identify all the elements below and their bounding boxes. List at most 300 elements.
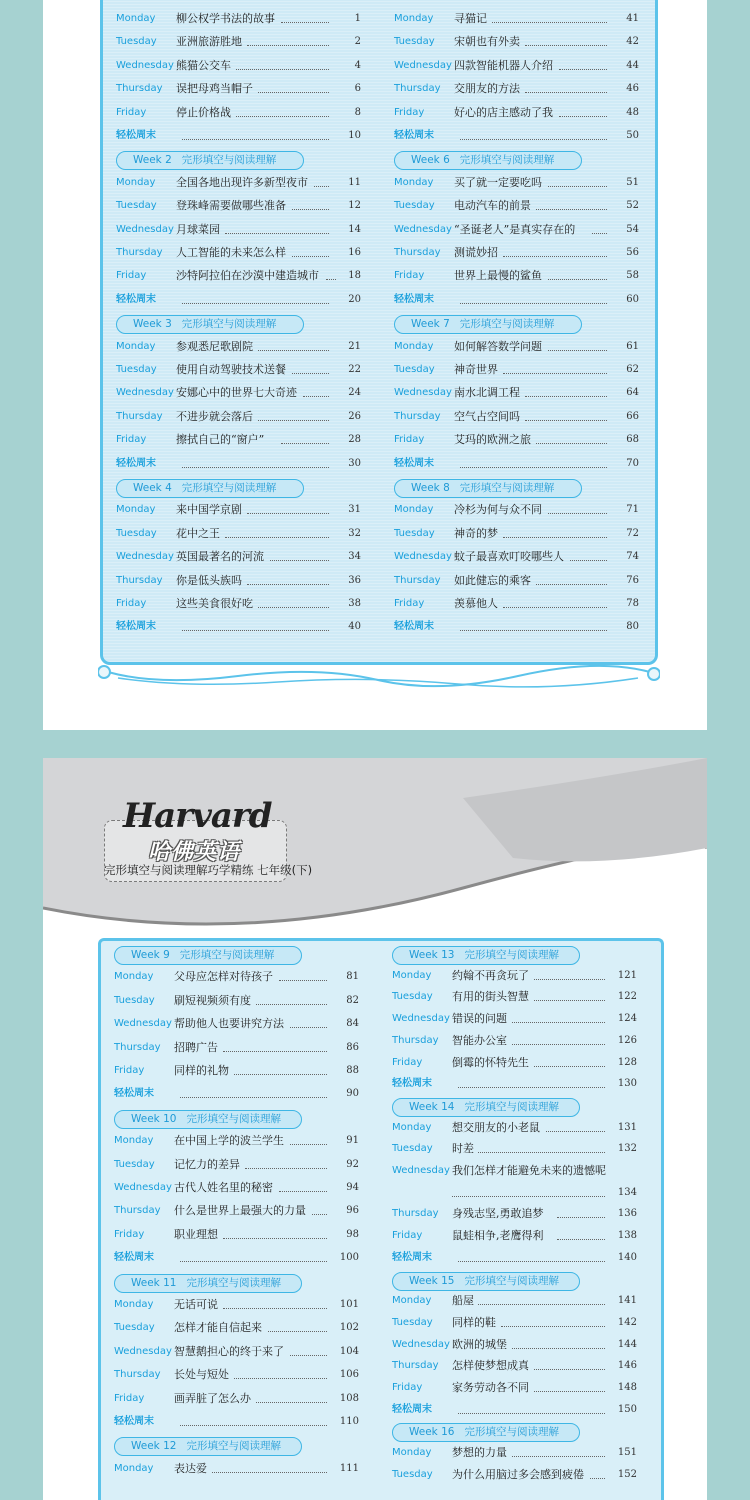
toc-entry[interactable] <box>116 290 361 310</box>
entry-day: Monday <box>114 1299 154 1310</box>
entry-title: 在中国上学的波兰学生 <box>174 1134 284 1148</box>
entry-title: 神奇世界 <box>454 363 498 376</box>
entry-day: Tuesday <box>116 36 157 48</box>
page-number: 2 <box>354 36 361 48</box>
leader-dots <box>303 396 329 397</box>
entry-day: Monday <box>116 340 156 352</box>
toc-entry[interactable] <box>394 547 639 567</box>
entry-title: 招聘广告 <box>174 1040 218 1054</box>
week-number: Week 8 <box>411 482 450 494</box>
entry-title: 空气占空间吗 <box>454 409 520 423</box>
leader-dots <box>281 22 329 23</box>
entry-day: Monday <box>116 176 156 188</box>
toc-entry[interactable] <box>392 1118 637 1138</box>
leader-dots <box>182 467 329 468</box>
toc-entry[interactable] <box>394 360 639 380</box>
week-header <box>116 315 304 334</box>
toc-entry[interactable] <box>392 1226 637 1246</box>
entry-day: Monday <box>392 969 432 981</box>
week-label: 完形填空与阅读理解 <box>186 1112 281 1125</box>
entry-day: Friday <box>116 598 147 609</box>
toc-entry[interactable] <box>394 500 639 520</box>
page-number: 106 <box>339 1369 359 1381</box>
entry-day: Friday <box>116 270 147 282</box>
entry-day: Friday <box>116 434 147 446</box>
entry-day: Tuesday <box>114 1158 155 1170</box>
entry-title: 同样的礼物 <box>174 1064 229 1077</box>
page-number: 150 <box>617 1403 637 1415</box>
page-number: 144 <box>617 1338 637 1350</box>
entry-day: 轻松周末 <box>392 1251 432 1263</box>
leader-dots <box>258 92 329 93</box>
page-number: 134 <box>617 1186 637 1198</box>
page-number: 80 <box>626 621 639 633</box>
toc-entry[interactable] <box>394 407 639 427</box>
leader-dots <box>180 1097 327 1098</box>
toc-entry[interactable] <box>114 1459 359 1479</box>
entry-day: Tuesday <box>392 1143 433 1155</box>
toc-entry[interactable] <box>394 103 639 123</box>
week-label: 完形填空与阅读理解 <box>181 154 277 167</box>
leader-dots <box>536 443 607 444</box>
page-number: 90 <box>346 1088 359 1100</box>
toc-entry[interactable] <box>114 1412 359 1432</box>
toc-entry[interactable] <box>116 594 361 614</box>
leader-dots <box>559 69 607 70</box>
entry-day: Wednesday <box>394 387 452 399</box>
week-label: 完形填空与阅读理解 <box>464 1426 559 1439</box>
entry-day: Tuesday <box>116 527 157 539</box>
leader-dots <box>292 256 329 257</box>
toc-entry[interactable] <box>114 1225 359 1245</box>
entry-day: 轻松周末 <box>116 130 156 141</box>
entry-title: 电动汽车的前景 <box>454 199 531 213</box>
entry-day: Wednesday <box>392 1338 450 1350</box>
toc-entry[interactable] <box>116 500 361 520</box>
page-number: 6 <box>354 83 361 95</box>
entry-day: Thursday <box>116 247 163 258</box>
entry-day: 轻松周末 <box>116 621 156 633</box>
leader-dots <box>534 1369 605 1370</box>
entry-title: 长处与短处 <box>174 1368 229 1382</box>
entry-title: 花中之王 <box>176 526 220 540</box>
toc-entry[interactable] <box>394 290 639 310</box>
week-label: 完形填空与阅读理解 <box>179 949 275 961</box>
leader-dots <box>279 1191 327 1192</box>
entry-day: Monday <box>394 13 434 24</box>
entry-day: Monday <box>394 340 434 352</box>
entry-title: 约翰不再贪玩了 <box>452 968 529 982</box>
leader-dots <box>460 630 607 631</box>
page-number: 122 <box>617 991 637 1003</box>
leader-dots <box>258 350 329 351</box>
page-number: 66 <box>626 410 639 422</box>
toc-entry[interactable] <box>392 1356 637 1376</box>
toc-entry[interactable] <box>392 1204 637 1224</box>
page-number: 60 <box>626 293 639 305</box>
leader-dots <box>525 396 607 397</box>
toc-entry[interactable] <box>114 1131 359 1151</box>
entry-day: Monday <box>114 1135 154 1147</box>
page-number: 71 <box>626 504 639 516</box>
entry-title: 帮助他人也要讲究方法 <box>174 1017 284 1031</box>
toc-entry[interactable] <box>116 173 361 193</box>
leader-dots <box>292 209 329 210</box>
entry-title: 柳公权学书法的故事 <box>176 12 275 25</box>
entry-day: Thursday <box>392 1360 439 1372</box>
leader-dots <box>503 373 607 374</box>
leader-dots <box>512 1348 605 1349</box>
entry-day: Wednesday <box>394 551 452 563</box>
entry-title: 你是低头族吗 <box>176 573 242 587</box>
entry-day: Wednesday <box>114 1182 172 1193</box>
toc-entry[interactable] <box>114 1365 359 1385</box>
entry-day: 轻松周末 <box>116 457 156 469</box>
week-header <box>392 1423 580 1442</box>
entry-day: Friday <box>114 1228 145 1240</box>
leader-dots <box>452 1196 605 1197</box>
toc-entry[interactable] <box>392 1400 637 1420</box>
leader-dots <box>557 1239 605 1240</box>
toc-entry[interactable] <box>114 1178 359 1198</box>
entry-day: Tuesday <box>114 994 155 1006</box>
toc-entry[interactable] <box>116 360 361 380</box>
toc-entry[interactable] <box>392 1443 637 1463</box>
leader-dots <box>548 279 607 280</box>
entry-day: Friday <box>114 1392 145 1404</box>
toc-entry[interactable] <box>114 1038 359 1058</box>
leader-dots <box>180 1425 327 1426</box>
toc-entry[interactable] <box>116 337 361 357</box>
entry-title: 艾玛的欧洲之旅 <box>454 433 531 447</box>
page-number: 131 <box>617 1121 637 1133</box>
leader-dots <box>225 233 329 234</box>
entry-day: Tuesday <box>114 1322 155 1334</box>
leader-dots <box>256 1004 327 1005</box>
page-number: 72 <box>626 527 639 539</box>
page-number: 132 <box>617 1143 637 1155</box>
toc-entry[interactable] <box>116 407 361 427</box>
toc-entry[interactable] <box>394 56 639 76</box>
toc-entry[interactable] <box>116 266 361 286</box>
leader-dots <box>290 1027 327 1028</box>
entry-day: Thursday <box>114 1041 161 1053</box>
entry-day: Thursday <box>116 410 163 422</box>
page-number: 62 <box>626 364 639 375</box>
toc-entry[interactable] <box>114 1061 359 1081</box>
leader-dots <box>557 1217 605 1218</box>
toc-entry[interactable] <box>394 337 639 357</box>
leader-dots <box>478 1152 605 1153</box>
toc-entry[interactable] <box>116 571 361 591</box>
entry-day: Wednesday <box>392 1165 450 1176</box>
leader-dots <box>223 1238 327 1239</box>
toc-entry[interactable] <box>394 9 639 29</box>
page-number: 22 <box>348 364 361 375</box>
page-number: 111 <box>339 1462 359 1474</box>
leader-dots <box>536 584 607 585</box>
toc-entry[interactable] <box>114 1248 359 1268</box>
toc-entry[interactable] <box>394 266 639 286</box>
entry-title: 人工智能的未来怎么样 <box>176 246 286 259</box>
toc-entry[interactable] <box>392 1161 637 1181</box>
week-number: Week 10 <box>131 1112 177 1125</box>
entry-day: Tuesday <box>394 527 435 539</box>
page-number: 4 <box>354 59 361 71</box>
page-number: 128 <box>617 1056 637 1068</box>
entry-title: 不进步就会落后 <box>176 409 253 423</box>
toc-entry[interactable] <box>392 966 637 986</box>
leader-dots <box>460 303 607 304</box>
toc-entry[interactable] <box>394 571 639 591</box>
toc-entry[interactable] <box>392 1139 637 1159</box>
leader-dots <box>258 420 329 421</box>
entry-title: 无话可说 <box>174 1298 218 1311</box>
toc-entry[interactable] <box>114 1201 359 1221</box>
toc-entry[interactable] <box>116 196 361 216</box>
toc-entry[interactable] <box>116 243 361 263</box>
entry-day: Friday <box>394 598 425 609</box>
page-number: 138 <box>617 1230 637 1242</box>
entry-day: Friday <box>394 106 425 118</box>
page-number: 24 <box>348 387 361 399</box>
entry-day: Tuesday <box>116 364 157 375</box>
entry-title: 倒霉的怀特先生 <box>452 1055 529 1069</box>
entry-title: 四款智能机器人介绍 <box>454 58 553 72</box>
page-number: 100 <box>339 1252 359 1264</box>
toc-entry[interactable] <box>394 243 639 263</box>
leader-dots <box>180 1261 327 1262</box>
toc-entry[interactable] <box>392 1465 637 1485</box>
toc-entry[interactable] <box>114 1084 359 1104</box>
entry-title: 怎样使梦想成真 <box>452 1359 529 1373</box>
entry-day: Thursday <box>114 1205 161 1217</box>
entry-day: Thursday <box>116 574 163 586</box>
entry-title: 有用的街头智慧 <box>452 990 529 1004</box>
week-header <box>394 315 582 334</box>
toc-entry[interactable] <box>116 454 361 474</box>
week-header <box>114 946 302 965</box>
page-number: 78 <box>626 598 639 609</box>
page-number: 11 <box>348 176 361 188</box>
toc-entry[interactable] <box>394 79 639 99</box>
toc-entry[interactable] <box>116 430 361 450</box>
leader-dots <box>236 116 329 117</box>
page-number: 86 <box>346 1041 359 1053</box>
entry-title: 宋朝也有外卖 <box>454 35 520 49</box>
page-number: 48 <box>626 106 639 118</box>
page-number: 40 <box>348 621 361 633</box>
leader-dots <box>590 1478 605 1479</box>
entry-day: Thursday <box>116 83 163 95</box>
entry-title: 想交朋友的小老鼠 <box>452 1120 540 1134</box>
toc-entry[interactable] <box>392 1009 637 1029</box>
toc-entry[interactable] <box>392 1291 637 1311</box>
entry-title: 登珠峰需要做哪些准备 <box>176 199 286 213</box>
entry-day: Wednesday <box>114 1018 172 1030</box>
entry-day: Tuesday <box>392 1468 433 1480</box>
toc-entry[interactable] <box>114 1295 359 1315</box>
toc-entry[interactable] <box>116 220 361 240</box>
entry-day: Monday <box>392 1447 432 1459</box>
logo-subtitle: 完形填空与阅读理解巧学精练 七年级(下) <box>104 863 313 877</box>
entry-day: Thursday <box>394 574 441 586</box>
page-number: 52 <box>626 200 639 212</box>
entry-day: Tuesday <box>116 200 157 212</box>
page-number: 12 <box>348 200 361 212</box>
entry-title: 如此健忘的乘客 <box>454 573 531 587</box>
entry-title: 南水北调工程 <box>454 386 520 400</box>
entry-title: 熊猫公交车 <box>176 58 231 72</box>
entry-day: 轻松周末 <box>394 130 434 141</box>
week-header <box>114 1437 302 1456</box>
leader-dots <box>548 186 607 187</box>
entry-day: Thursday <box>392 1034 439 1046</box>
leader-dots <box>223 1308 327 1309</box>
leader-dots <box>247 45 329 46</box>
toc-entry[interactable] <box>392 1248 637 1268</box>
entry-day: Monday <box>394 504 434 516</box>
entry-day: Monday <box>392 1295 432 1307</box>
page-number: 92 <box>346 1158 359 1170</box>
week-header <box>394 151 582 170</box>
page-number: 42 <box>626 36 639 48</box>
entry-title: 我们怎样才能避免未来的遗憾呢 <box>452 1164 606 1177</box>
entry-day: Monday <box>116 13 156 24</box>
week-number: Week 3 <box>133 318 172 331</box>
toc-entry[interactable] <box>116 383 361 403</box>
toc-entry[interactable] <box>116 617 361 637</box>
toc-sheet-1 <box>43 0 707 730</box>
entry-title: 古代人姓名里的秘密 <box>174 1181 273 1194</box>
toc-entry[interactable] <box>392 1031 637 1051</box>
leader-dots <box>290 1355 327 1356</box>
entry-title: 这些美食很好吃 <box>176 597 253 610</box>
page-number: 94 <box>346 1182 359 1193</box>
leader-dots <box>182 139 329 140</box>
entry-day: Thursday <box>394 83 441 95</box>
toc-entry[interactable] <box>116 524 361 544</box>
toc-entry[interactable] <box>392 1183 637 1203</box>
entry-title: 参观悉尼歌剧院 <box>176 339 253 353</box>
week-number: Week 2 <box>133 154 172 167</box>
entry-day: Monday <box>114 1462 154 1474</box>
toc-entry[interactable] <box>392 1053 637 1073</box>
entry-day: Friday <box>392 1056 423 1068</box>
page-number: 126 <box>617 1034 637 1046</box>
page-number: 74 <box>626 551 639 563</box>
toc-entry[interactable] <box>116 79 361 99</box>
toc-entry[interactable] <box>394 617 639 637</box>
toc-entry[interactable] <box>116 9 361 29</box>
entry-title: 交朋友的方法 <box>454 82 520 96</box>
entry-title: 表达爱 <box>174 1461 207 1475</box>
toc-entry[interactable] <box>394 126 639 146</box>
toc-entry[interactable] <box>114 1014 359 1034</box>
leader-dots <box>258 607 329 608</box>
toc-entry[interactable] <box>392 1313 637 1333</box>
entry-title: 同样的鞋 <box>452 1315 496 1329</box>
leader-dots <box>534 1066 605 1067</box>
page-number: 51 <box>626 176 639 188</box>
week-number: Week 13 <box>409 949 455 961</box>
toc-entry[interactable] <box>114 1342 359 1362</box>
toc-entry[interactable] <box>394 173 639 193</box>
leader-dots <box>503 537 607 538</box>
toc-entry[interactable] <box>394 196 639 216</box>
toc-entry[interactable] <box>114 1155 359 1175</box>
page-number: 82 <box>346 994 359 1006</box>
logo-chinese: 哈佛英语 <box>148 840 241 865</box>
entry-day: Monday <box>394 176 434 188</box>
leader-dots <box>292 373 329 374</box>
page-number: 84 <box>346 1018 359 1030</box>
page-number: 16 <box>348 247 361 258</box>
page-number: 8 <box>354 106 361 118</box>
toc-entry[interactable] <box>392 1378 637 1398</box>
toc-entry[interactable] <box>116 547 361 567</box>
toc-entry[interactable] <box>116 56 361 76</box>
entry-title: 错误的问题 <box>452 1012 507 1026</box>
toc-entry[interactable] <box>394 220 639 240</box>
toc-entry[interactable] <box>114 991 359 1011</box>
page-number: 20 <box>348 293 361 305</box>
toc-entry[interactable] <box>114 1318 359 1338</box>
page-number: 31 <box>348 504 361 516</box>
page-number: 14 <box>348 223 361 235</box>
leader-dots <box>536 209 607 210</box>
entry-title: 船屋 <box>452 1294 474 1308</box>
leader-dots <box>460 467 607 468</box>
toc-entry[interactable] <box>114 1389 359 1409</box>
toc-entry[interactable] <box>392 987 637 1007</box>
toc-entry[interactable] <box>114 967 359 987</box>
page-number: 124 <box>617 1013 637 1025</box>
toc-entry[interactable] <box>394 524 639 544</box>
entry-title: “圣诞老人”是真实存在的 <box>454 222 576 236</box>
toc-entry[interactable] <box>116 103 361 123</box>
page-number: 21 <box>348 340 361 352</box>
page-number: 50 <box>626 130 639 141</box>
leader-dots <box>236 69 329 70</box>
toc-entry[interactable] <box>392 1335 637 1355</box>
page-number: 151 <box>617 1447 637 1459</box>
entry-title: 父母应怎样对待孩子 <box>174 970 273 984</box>
toc-entry[interactable] <box>394 594 639 614</box>
page-number: 28 <box>348 434 361 446</box>
leader-dots <box>458 1087 605 1088</box>
entry-title: 梦想的力量 <box>452 1446 507 1460</box>
leader-dots <box>247 513 329 514</box>
toc-entry[interactable] <box>394 430 639 450</box>
toc-entry[interactable] <box>394 383 639 403</box>
toc-entry[interactable] <box>394 454 639 474</box>
entry-title: 为什么用脑过多会感到疲倦 <box>452 1467 584 1481</box>
leader-dots <box>501 1326 605 1327</box>
week-header <box>392 1098 580 1117</box>
entry-day: Wednesday <box>116 551 174 563</box>
entry-title: 神奇的梦 <box>454 526 498 540</box>
toc-entry[interactable] <box>116 32 361 52</box>
toc-entry[interactable] <box>394 32 639 52</box>
entry-title: 停止价格战 <box>176 105 231 119</box>
toc-entry[interactable] <box>116 126 361 146</box>
leader-dots <box>212 1472 327 1473</box>
leader-dots <box>182 303 329 304</box>
leader-dots <box>225 537 329 538</box>
entry-title: 沙特阿拉伯在沙漠中建造城市 <box>176 269 319 283</box>
toc-entry[interactable] <box>392 1074 637 1094</box>
